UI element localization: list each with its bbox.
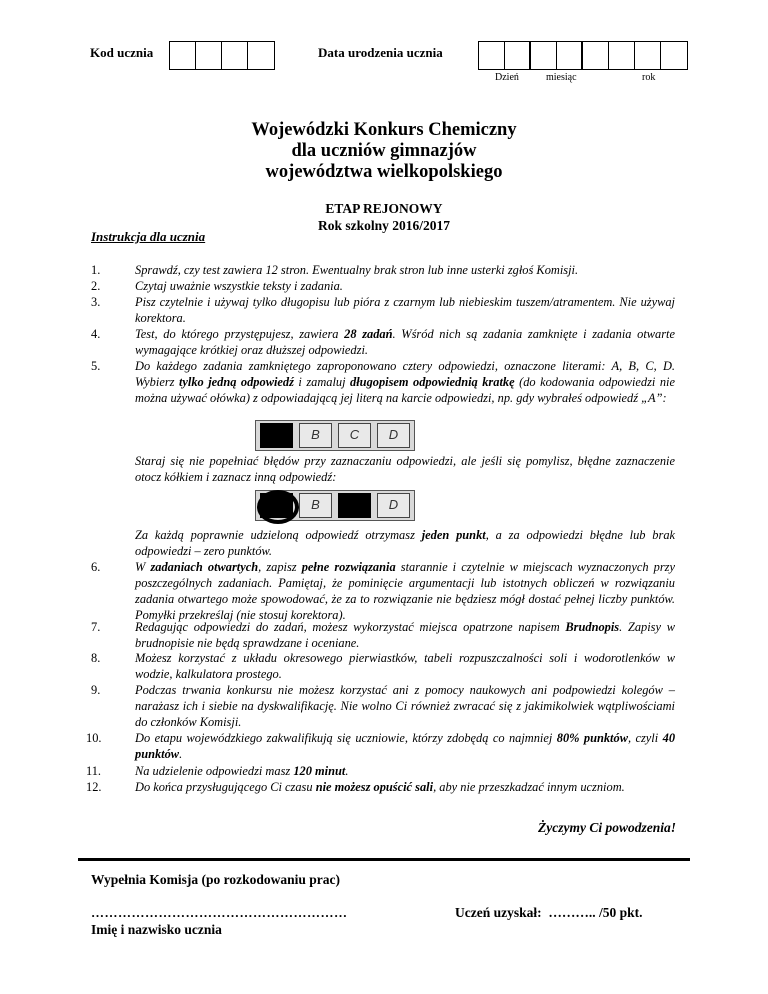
student-code-label: Kod ucznia	[90, 45, 154, 60]
code-box[interactable]	[222, 42, 248, 69]
code-box[interactable]	[170, 42, 196, 69]
item-number: 2.	[91, 279, 101, 293]
item-number: 6.	[91, 560, 101, 574]
student-name-label: Imię i nazwisko ucznia	[91, 922, 222, 937]
item-number: 5.	[91, 359, 101, 373]
title-line-3: województwa wielkopolskiego	[265, 162, 503, 182]
item-number: 1.	[91, 263, 101, 277]
answer-box-b: B	[299, 493, 332, 518]
instruction-4: Test, do którego przystępujesz, zawiera 28 zadań. Wśród nich są zadania zamknięte i zadania otwarte wymagające krótkiej oraz dłuższej odpowiedzi.	[135, 327, 675, 358]
name-dotted-line: …………………………………………………	[91, 905, 348, 920]
student-code-boxes[interactable]	[169, 41, 275, 70]
birth-date-boxes[interactable]	[478, 41, 688, 70]
day-box[interactable]	[505, 42, 531, 69]
code-box[interactable]	[248, 42, 274, 69]
instruction-2: Czytaj uważnie wszystkie teksty i zadania.	[135, 279, 343, 293]
answer-example-strip	[255, 420, 415, 451]
day-box[interactable]	[479, 42, 505, 69]
instruction-5-scoring: Za każdą poprawnie udzieloną odpowiedź otrzymasz jeden punkt, a za odpowiedzi błędne lub brak odpowiedzi – zero punktów.	[135, 528, 676, 559]
committee-fill-label: Wypełnia Komisja (po rozkodowaniu prac)	[91, 872, 341, 887]
answer-box-c-filled	[338, 493, 371, 518]
answer-box-d: D	[377, 493, 410, 518]
instruction-12: Do końca przysługującego Ci czasu nie możesz opuścić sali, aby nie przeszkadzać innym uczniom.	[135, 780, 625, 794]
correction-circle	[257, 490, 299, 524]
instruction-10: Do etapu wojewódzkiego zakwalifikują się uczniowie, którzy zdobędą co najmniej 80% punktów, czyli 40 punktów.	[135, 731, 676, 762]
title-line-1: Wojewódzki Konkurs Chemiczny	[251, 120, 517, 140]
code-box[interactable]	[196, 42, 222, 69]
year-box[interactable]	[661, 42, 687, 69]
answer-box-a-filled	[260, 423, 293, 448]
instruction-11: Na udzielenie odpowiedzi masz 120 minut.	[135, 764, 349, 778]
year-box[interactable]	[609, 42, 635, 69]
item-number: 12.	[86, 780, 102, 794]
item-number: 3.	[91, 295, 101, 309]
month-box[interactable]	[557, 42, 583, 69]
answer-box-d: D	[377, 423, 410, 448]
instruction-3: Pisz czytelnie i używaj tylko długopisu lub pióra z czarnym lub niebieskim tuszem/atramentem. Nie używaj korektora.	[135, 295, 675, 326]
school-year: Rok szkolny 2016/2017	[317, 218, 451, 233]
item-number: 11.	[86, 764, 102, 778]
stage-label: ETAP REJONOWY	[325, 201, 443, 216]
instructions-heading: Instrukcja dla ucznia	[91, 229, 206, 244]
instruction-7: Redagując odpowiedzi do zadań, możesz wykorzystać miejsca opatrzone napisem Brudnopis. Zapisy w brudnopisie nie będą sprawdzane i oceniane.	[135, 620, 675, 651]
instruction-9: Podczas trwania konkursu nie możesz korzystać ani z pomocy naukowych ani podpowiedzi kolegów – narażasz ich i siebie na dyskwalifikację. Nie wolno Ci również zwracać się z jakimikolwiek wątpliwościami do członków Komisji.	[135, 683, 675, 730]
instruction-1: Sprawdź, czy test zawiera 12 stron. Ewentualny brak stron lub inne usterki zgłoś Komisji.	[135, 263, 579, 277]
title-line-2: dla uczniów gimnazjów	[291, 141, 477, 161]
answer-box-b: B	[299, 423, 332, 448]
birth-date-label: Data urodzenia ucznia	[318, 45, 443, 60]
item-number: 8.	[91, 651, 101, 665]
item-number: 9.	[91, 683, 101, 697]
item-number: 4.	[91, 327, 101, 341]
instruction-6: W zadaniach otwartych, zapisz pełne rozwiązania starannie i czytelnie w miejscach wyznaczonych przy poszczególnych zadaniach. Pamiętaj, że pominięcie argumentacji lub istotnych obliczeń w rozwiązaniu zadania otwartego może spowodować, że za to rozwiązanie nie będziesz mógł dostać pełnej liczby punktów. Pomyłki przekreślaj (nie stosuj korektora).	[135, 560, 676, 623]
day-label: Dzień	[495, 72, 519, 83]
instruction-5-correction: Staraj się nie popełniać błędów przy zaznaczaniu odpowiedzi, ale jeśli się pomylisz, błędne zaznaczenie otocz kółkiem i zaznacz inną odpowiedź:	[135, 454, 675, 485]
instruction-8: Możesz korzystać z układu okresowego pierwiastków, tabeli rozpuszczalności soli i wodorotlenków w wodzie, kalkulatora prostego.	[135, 651, 675, 682]
month-box[interactable]	[531, 42, 557, 69]
year-box[interactable]	[583, 42, 609, 69]
item-number: 10.	[86, 731, 102, 745]
answer-box-c: C	[338, 423, 371, 448]
year-label: rok	[642, 72, 656, 83]
month-label: miesiąc	[546, 72, 577, 83]
item-number: 7.	[91, 620, 101, 634]
score-label: Uczeń uzyskał: ……….. /50 pkt.	[455, 905, 643, 920]
section-divider	[78, 858, 690, 861]
instruction-5: Do każdego zadania zamkniętego zaproponowano cztery odpowiedzi, oznaczone literami: A, B, C, D. Wybierz tylko jedną odpowiedź i zamaluj długopisem odpowiednią kratkę (do kodowania odpowiedzi nie można używać ołówka) z odpowiadającą jej literą na karcie odpowiedzi, np. gdy wybrałeś odpowiedź „A”:	[135, 359, 675, 406]
good-luck-text: Życzymy Ci powodzenia!	[538, 820, 676, 835]
year-box[interactable]	[635, 42, 661, 69]
